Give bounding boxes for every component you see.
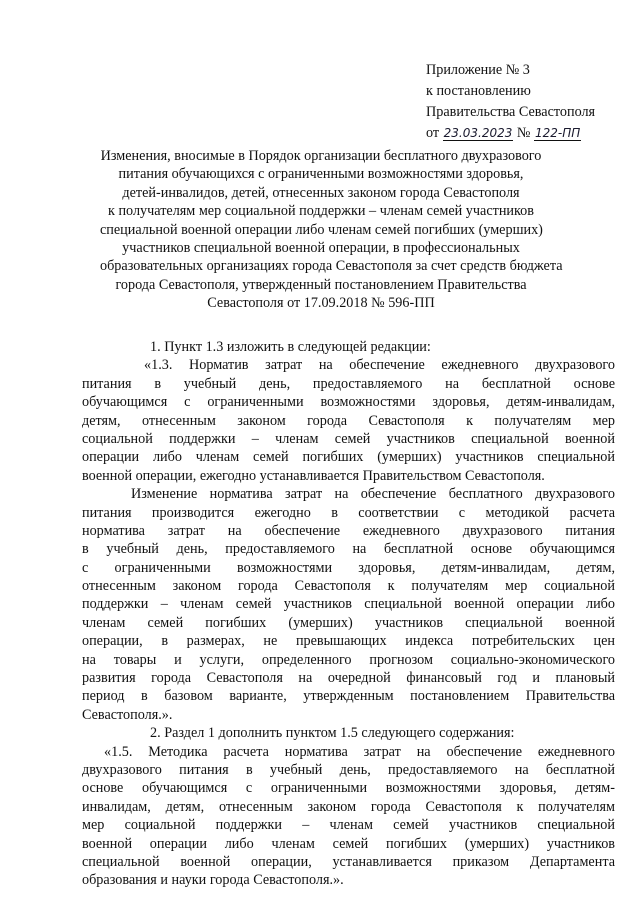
body-line: мер социальной поддержки – членам семей участников специальной: [82, 817, 615, 834]
date-prefix: от: [426, 125, 440, 141]
number-prefix: №: [516, 125, 531, 141]
title-line: участников специальной военной операции, в профессиональных: [122, 240, 520, 257]
body-line: питания производится ежегодно в соответствии с методикой расчета: [82, 504, 615, 521]
title-line: Севастополя от 17.09.2018 № 596-ПП: [207, 295, 435, 312]
title-line: специальной военной операции либо членам семей погибших (умерших): [100, 221, 543, 238]
body-line: отнесенным законом города Севастополя к получателям мер социальной: [82, 578, 615, 595]
document-body: [82, 338, 615, 890]
body-line: на товары и услуги, определенного прогнозом социально-экономического: [82, 651, 615, 668]
body-line: обучающимся с ограниченными возможностями здоровья, детям-инвалидам,: [82, 394, 615, 411]
body-line: в учебный день, предоставляемого на бесплатной основе обучающимся: [82, 541, 615, 558]
body-line: социальной поддержки – членам семей участников специальной военной: [82, 430, 615, 447]
body-line: детям, отнесенным законом города Севастополя к получателям мер: [82, 412, 615, 429]
annex-resolution-ref: к постановлению: [426, 83, 531, 99]
body-line: с ограниченными возможностями здоровья, детям-инвалидам, детям,: [82, 559, 615, 576]
handwritten-number: 122-ПП: [535, 126, 581, 140]
body-line: развития города Севастополя на очередной финансовый год и плановый: [82, 670, 615, 687]
body-line: Севастополя.».: [82, 706, 173, 723]
body-line: военной операции, ежегодно устанавливается Правительством Севастополя.: [82, 467, 545, 484]
annex-header: [426, 60, 636, 144]
title-line: города Севастополя, утвержденный постановлением Правительства: [115, 276, 527, 293]
title-line: образовательных организациях города Севастополя за счет средств бюджета: [100, 258, 563, 275]
annex-government-ref: Правительства Севастополя: [426, 104, 596, 120]
body-line: основе обучающимся с ограниченными возможностями здоровья, детям-: [82, 780, 615, 797]
document-title: [100, 147, 563, 313]
body-line: операции, в размерах, не превышающих индекса потребительских цен: [82, 633, 615, 650]
body-line: норматива затрат на обеспечение ежедневного двухразового питания: [82, 522, 615, 539]
annex-date-line: [426, 123, 636, 144]
body-line: членам семей погибших (умерших) участников специальной военной: [82, 614, 615, 631]
body-line: двухразового питания в учебный день, предоставляемого на бесплатной: [82, 761, 615, 778]
item-2-heading: 2. Раздел 1 дополнить пунктом 1.5 следующего содержания:: [150, 725, 515, 742]
title-line: к получателям мер социальной поддержки – членам семей участников: [108, 203, 534, 220]
body-line: специальной военной операции, устанавливается приказом Департамента: [82, 853, 615, 870]
title-line: Изменения, вносимые в Порядок организации бесплатного двухразового: [100, 148, 542, 164]
body-line: период в базовом варианте, утвержденным постановлением Правительства: [82, 688, 615, 705]
body-line: «1.5. Методика расчета норматива затрат на обеспечение ежедневного: [104, 743, 615, 760]
body-line: образования и науки города Севастополя.».: [82, 872, 344, 889]
body-line: инвалидам, детям, отнесенным законом города Севастополя к получателям: [82, 798, 615, 815]
body-line: Изменение норматива затрат на обеспечение бесплатного двухразового: [131, 486, 615, 503]
body-line: операции либо членам семей погибших (умерших) участников специальной: [82, 449, 615, 466]
annex-number: Приложение № 3: [426, 62, 530, 78]
title-line: питания обучающихся с ограниченными возможностями здоровья,: [118, 166, 524, 183]
handwritten-date: 23.03.2023: [443, 126, 513, 140]
body-line: военной операции либо членам семей погибших (умерших) участников: [82, 835, 615, 852]
body-line: поддержки – членам семей участников специальной военной операции либо: [82, 596, 615, 613]
body-line: питания в учебный день, предоставляемого на бесплатной основе: [82, 375, 615, 392]
item-1-heading: 1. Пункт 1.3 изложить в следующей редакции:: [150, 339, 431, 355]
title-line: детей-инвалидов, детей, отнесенных законом города Севастополя: [122, 184, 520, 201]
body-line: «1.3. Норматив затрат на обеспечение ежедневного двухразового: [144, 357, 615, 374]
